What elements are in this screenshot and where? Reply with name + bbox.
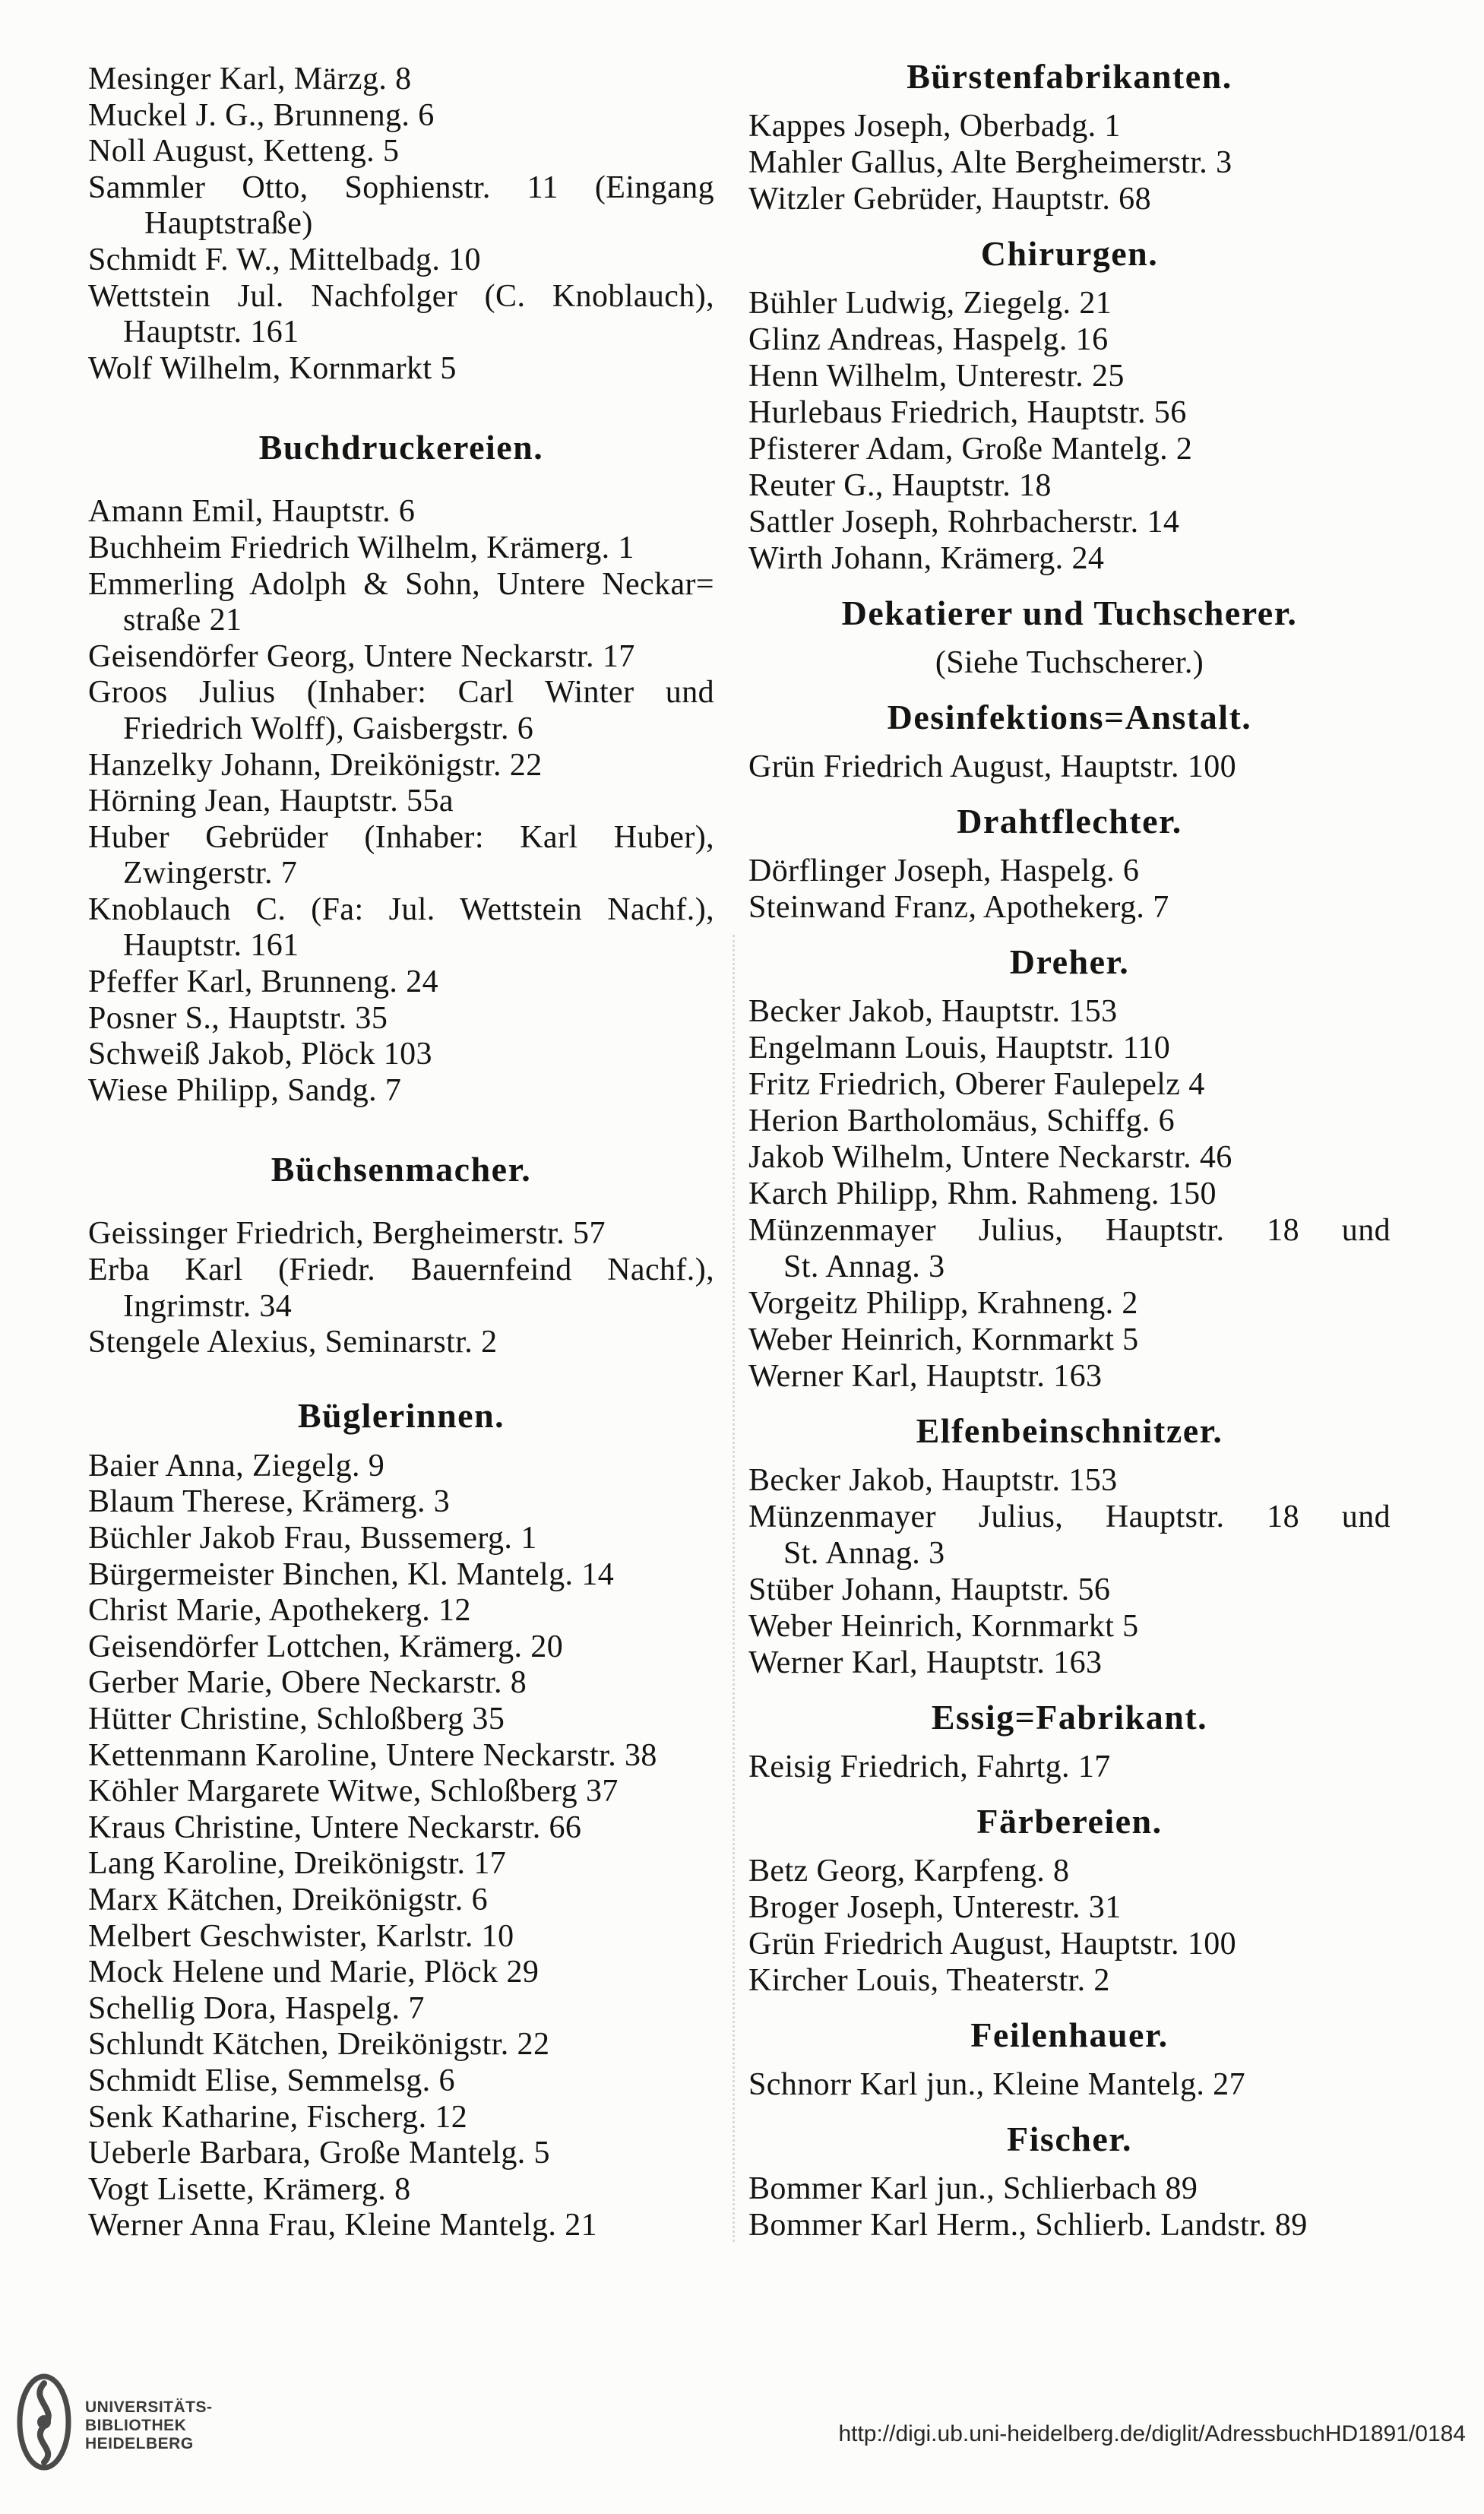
directory-entry: [88, 1665, 714, 1702]
directory-entry: [748, 431, 1391, 467]
entry-line: Werner Karl, Hauptstr. 163: [748, 1359, 1103, 1394]
directory-entry: [748, 181, 1391, 217]
entry-line: Vorgeitz Philipp, Krahneng. 2: [748, 1286, 1138, 1321]
entry-line: Schmidt Elise, Semmelsg. 6: [88, 2063, 455, 2098]
directory-entry: [88, 1593, 714, 1629]
directory-entry: [88, 675, 714, 747]
section-heading: Drahtflechter.: [957, 802, 1182, 841]
directory-entry: [88, 98, 714, 135]
section-dreher: [748, 941, 1391, 1395]
directory-entry: [88, 2208, 714, 2244]
directory-entry: [88, 1073, 714, 1110]
directory-entry: [748, 467, 1391, 504]
section-heading: Färbereien.: [976, 1802, 1163, 1841]
directory-entry: [748, 1285, 1391, 1322]
left-column: [88, 62, 714, 2244]
section-heading: Buchdruckereien.: [258, 428, 544, 467]
entry-line: Sammler Otto, Sophienstr. 11 (Eingang: [88, 169, 714, 205]
directory-entry: [88, 2172, 714, 2208]
section-continuation: [88, 62, 714, 387]
directory-entry: [748, 394, 1391, 431]
entry-line: Glinz Andreas, Haspelg. 16: [748, 322, 1109, 357]
directory-entry: [88, 639, 714, 676]
directory-entry: [748, 1212, 1391, 1285]
entry-line: Kircher Louis, Theaterstr. 2: [748, 1963, 1110, 1998]
entry-line: Posner S., Hauptstr. 35: [88, 1000, 388, 1036]
directory-entry: [88, 1774, 714, 1810]
entry-line: Baier Anna, Ziegelg. 9: [88, 1448, 385, 1483]
section-buechsenmacher: [88, 1148, 714, 1360]
directory-entry: [748, 1139, 1391, 1176]
entry-line: Grün Friedrich August, Hauptstr. 100: [748, 1927, 1237, 1961]
entry-line: Becker Jakob, Hauptstr. 153: [748, 994, 1118, 1029]
section-heading: Dreher.: [1009, 942, 1130, 981]
directory-entry: [748, 2207, 1391, 2243]
entry-line: Mahler Gallus, Alte Bergheimerstr. 3: [748, 145, 1232, 180]
entry-line: Schellig Dora, Haspelg. 7: [88, 1990, 425, 2026]
library-name-line: UNIVERSITÄTS-: [85, 2398, 213, 2416]
directory-entry: [748, 358, 1391, 394]
entry-line: Stüber Johann, Hauptstr. 56: [748, 1572, 1111, 1607]
entry-continuation-line: Ingrimstr. 34: [123, 1288, 293, 1324]
section-heading: Essig=Fabrikant.: [931, 1698, 1208, 1737]
cross-reference-note: (Siehe Tuchscherer.): [935, 645, 1204, 680]
entry-line: Jakob Wilhelm, Untere Neckarstr. 46: [748, 1140, 1232, 1175]
entry-line: Schmidt F. W., Mittelbadg. 10: [88, 242, 481, 277]
library-seal-icon: [15, 2370, 73, 2474]
directory-entry: [88, 1001, 714, 1037]
entry-line: Schweiß Jakob, Plöck 103: [88, 1037, 432, 1072]
directory-entry: [88, 1325, 714, 1361]
entry-continuation-line: Hauptstr. 161: [123, 315, 299, 350]
section-heading: Bürstenfabrikanten.: [907, 57, 1232, 96]
directory-entry: [748, 1030, 1391, 1066]
entry-line: Groos Julius (Inhaber: Carl Winter und: [88, 675, 714, 711]
entry-line: Grün Friedrich August, Hauptstr. 100: [748, 749, 1237, 784]
directory-entry: [748, 1962, 1391, 1999]
entry-line: Hörning Jean, Hauptstr. 55a: [88, 784, 454, 819]
entry-line: Karch Philipp, Rhm. Rahmeng. 150: [748, 1176, 1217, 1211]
directory-entry: [88, 279, 714, 351]
directory-entry: [748, 285, 1391, 321]
entry-line: Bommer Karl jun., Schlierbach 89: [748, 2171, 1198, 2206]
directory-entry: [88, 134, 714, 170]
entry-line: Sattler Joseph, Rohrbacherstr. 14: [748, 505, 1180, 540]
directory-entry: [88, 1919, 714, 1955]
directory-entry: [88, 567, 714, 639]
entry-line: Münzenmayer Julius, Hauptstr. 18 und: [748, 1499, 1391, 1534]
directory-entry: [88, 242, 714, 279]
entry-line: Schnorr Karl jun., Kleine Mantelg. 27: [748, 2067, 1245, 2102]
section-chirurgen: [748, 233, 1391, 577]
entry-line: Senk Katharine, Fischerg. 12: [88, 2099, 468, 2135]
directory-entry: [748, 1926, 1391, 1962]
entry-line: Becker Jakob, Hauptstr. 153: [748, 1463, 1118, 1498]
entry-line: Fritz Friedrich, Oberer Faulepelz 4: [748, 1067, 1205, 1102]
entry-line: Bürgermeister Binchen, Kl. Mantelg. 14: [88, 1556, 615, 1592]
directory-entry: [88, 1882, 714, 1919]
directory-entry: [88, 62, 714, 98]
directory-entry: [748, 1572, 1391, 1608]
entry-line: Schlundt Kätchen, Dreikönigstr. 22: [88, 2027, 550, 2063]
directory-entry: [748, 1358, 1391, 1395]
directory-entry: [748, 1462, 1391, 1499]
section-heading: Chirurgen.: [980, 234, 1159, 273]
entry-line: Geisendörfer Lottchen, Krämerg. 20: [88, 1629, 564, 1664]
entry-continuation-line: Friedrich Wolff), Gaisbergstr. 6: [123, 711, 534, 746]
directory-entry: [748, 1176, 1391, 1212]
section-bueglerinnen: [88, 1395, 714, 2244]
entry-line: Reisig Friedrich, Fahrtg. 17: [748, 1749, 1111, 1784]
section-heading: Fischer.: [1007, 2120, 1132, 2158]
section-essig-fabrikant: [748, 1696, 1391, 1785]
entry-continuation-line: straße 21: [123, 603, 242, 638]
entry-line: Köhler Margarete Witwe, Schloßberg 37: [88, 1774, 619, 1810]
section-buchdruckereien: [88, 426, 714, 1109]
entry-line: Kraus Christine, Untere Neckarstr. 66: [88, 1810, 582, 1845]
entry-line: Dörflinger Joseph, Haspelg. 6: [748, 853, 1140, 888]
directory-entry: [748, 1066, 1391, 1103]
directory-entry: [748, 1608, 1391, 1645]
directory-entry: [88, 1521, 714, 1557]
section-desinfektions-anstalt: [748, 696, 1391, 785]
section-heading: Elfenbeinschnitzer.: [916, 1411, 1223, 1450]
section-heading: Dekatierer und Tuchscherer.: [841, 594, 1298, 632]
entry-line: Noll August, Ketteng. 5: [88, 134, 400, 169]
directory-entry: [88, 1810, 714, 1847]
directory-entry: [748, 1889, 1391, 1926]
directory-entry: [748, 853, 1391, 889]
source-url: http://digi.ub.uni-heidelberg.de/diglit/AdressbuchHD1891/0184: [838, 2421, 1466, 2446]
directory-entry: [88, 1955, 714, 1991]
section-buerstenfabrikanten: [748, 55, 1391, 217]
directory-entry: [88, 1702, 714, 1738]
entry-line: Wolf Wilhelm, Kornmarkt 5: [88, 350, 457, 386]
entry-line: Pfisterer Adam, Große Mantelg. 2: [748, 432, 1193, 467]
entry-line: Ueberle Barbara, Große Mantelg. 5: [88, 2136, 550, 2171]
section-drahtflechter: [748, 800, 1391, 926]
entry-line: Marx Kätchen, Dreikönigstr. 6: [88, 1882, 488, 1917]
entry-line: Bühler Ludwig, Ziegelg. 21: [748, 286, 1112, 321]
directory-entry: [88, 748, 714, 784]
entry-line: Münzenmayer Julius, Hauptstr. 18 und: [748, 1213, 1391, 1248]
directory-entry: [748, 2066, 1391, 2103]
directory-entry: [748, 540, 1391, 577]
directory-entry: [88, 351, 714, 388]
directory-entry: [88, 1449, 714, 1485]
section-heading: Desinfektions=Anstalt.: [887, 698, 1252, 736]
entry-line: Lang Karoline, Dreikönigstr. 17: [88, 1846, 507, 1882]
entry-line: Geisendörfer Georg, Untere Neckarstr. 17: [88, 638, 635, 674]
directory-entry: [88, 1846, 714, 1882]
entry-line: Stengele Alexius, Seminarstr. 2: [88, 1325, 498, 1360]
entry-line: Buchheim Friedrich Wilhelm, Krämerg. 1: [88, 530, 634, 565]
column-divider: [733, 935, 735, 2242]
directory-entry: [88, 1738, 714, 1775]
entry-line: Gerber Marie, Obere Neckarstr. 8: [88, 1665, 527, 1701]
entry-line: Witzler Gebrüder, Hauptstr. 68: [748, 182, 1151, 217]
entry-continuation-line: St. Annag. 3: [783, 1249, 945, 1284]
entry-line: Hurlebaus Friedrich, Hauptstr. 56: [748, 395, 1187, 430]
entry-line: Emmerling Adolph & Sohn, Untere Neckar=: [88, 566, 714, 602]
directory-entry: [88, 170, 714, 242]
entry-line: Christ Marie, Apothekerg. 12: [88, 1593, 471, 1629]
entry-continuation-line: Zwingerstr. 7: [123, 856, 298, 891]
directory-entry: [88, 1037, 714, 1073]
entry-line: Betz Georg, Karpfeng. 8: [748, 1854, 1070, 1889]
entry-line: Mesinger Karl, Märzg. 8: [88, 62, 412, 97]
directory-entry: [748, 2170, 1391, 2207]
directory-entry: [748, 993, 1391, 1030]
library-name-line: HEIDELBERG: [85, 2435, 194, 2452]
entry-line: Wirth Johann, Krämerg. 24: [748, 541, 1105, 576]
directory-entry: [748, 321, 1391, 358]
entry-continuation-line: Hauptstraße): [144, 206, 313, 242]
section-fischer: [748, 2118, 1391, 2243]
section-heading: Büchsenmacher.: [271, 1150, 532, 1189]
section-feilenhauer: [748, 2014, 1391, 2103]
directory-entry: [88, 820, 714, 892]
directory-entry: [88, 2100, 714, 2136]
directory-entry: [88, 1557, 714, 1594]
entry-line: Muckel J. G., Brunneng. 6: [88, 97, 435, 133]
directory-entry: [748, 504, 1391, 540]
entry-line: Wettstein Jul. Nachfolger (C. Knoblauch),: [88, 278, 714, 314]
entry-line: Henn Wilhelm, Unterestr. 25: [748, 359, 1125, 394]
entry-line: Huber Gebrüder (Inhaber: Karl Huber),: [88, 819, 714, 855]
entry-line: Engelmann Louis, Hauptstr. 110: [748, 1031, 1171, 1065]
entry-line: Steinwand Franz, Apothekerg. 7: [748, 890, 1169, 925]
entry-line: Reuter G., Hauptstr. 18: [748, 468, 1052, 503]
directory-entry: [88, 1484, 714, 1521]
directory-entry: [88, 892, 714, 964]
entry-line: Kettenmann Karoline, Untere Neckarstr. 38: [88, 1737, 657, 1773]
directory-entry: [88, 1252, 714, 1325]
directory-entry: [88, 2136, 714, 2172]
entry-line: Werner Anna Frau, Kleine Mantelg. 21: [88, 2208, 597, 2243]
entry-line: Vogt Lisette, Krämerg. 8: [88, 2171, 411, 2207]
entry-line: Broger Joseph, Unterestr. 31: [748, 1890, 1122, 1925]
directory-entry: [88, 1216, 714, 1252]
entry-line: Blaum Therese, Krämerg. 3: [88, 1484, 451, 1520]
entry-line: Hütter Christine, Schloßberg 35: [88, 1701, 505, 1737]
section-heading: Feilenhauer.: [970, 2015, 1169, 2054]
directory-entry: [88, 2063, 714, 2100]
entry-line: Weber Heinrich, Kornmarkt 5: [748, 1609, 1139, 1644]
directory-entry: [88, 2027, 714, 2063]
directory-entry: [748, 108, 1391, 144]
directory-entry: [88, 1991, 714, 2028]
directory-entry: [88, 964, 714, 1001]
section-elfenbeinschnitzer: [748, 1410, 1391, 1681]
entry-line: Hanzelky Johann, Dreikönigstr. 22: [88, 747, 543, 783]
section-heading: Büglerinnen.: [297, 1395, 505, 1435]
entry-line: Bommer Karl Herm., Schlierb. Landstr. 89: [748, 2208, 1308, 2243]
entry-line: Geissinger Friedrich, Bergheimerstr. 57: [88, 1216, 606, 1252]
directory-entry: [748, 889, 1391, 926]
entry-line: Weber Heinrich, Kornmarkt 5: [748, 1322, 1139, 1357]
directory-entry: [748, 1645, 1391, 1681]
library-name: [85, 2398, 213, 2453]
directory-entry: [748, 1322, 1391, 1358]
library-name-line: BIBLIOTHEK: [85, 2417, 187, 2434]
library-logo: [15, 2370, 236, 2476]
right-column: [748, 55, 1391, 2243]
entry-line: Knoblauch C. (Fa: Jul. Wettstein Nachf.),: [88, 891, 714, 927]
section-faerbereien: [748, 1800, 1391, 1999]
entry-line: Pfeffer Karl, Brunneng. 24: [88, 964, 438, 1000]
entry-line: Melbert Geschwister, Karlstr. 10: [88, 1918, 514, 1954]
directory-entry: [88, 494, 714, 530]
section-dekatierer: [748, 592, 1391, 681]
directory-entry: [748, 1853, 1391, 1889]
directory-entry: [748, 749, 1391, 785]
directory-entry: [748, 1499, 1391, 1572]
entry-line: Amann Emil, Hauptstr. 6: [88, 494, 416, 530]
entry-line: Kappes Joseph, Oberbadg. 1: [748, 109, 1121, 144]
entry-continuation-line: Hauptstr. 161: [123, 928, 299, 964]
directory-entry: [88, 530, 714, 567]
directory-entry: [88, 1629, 714, 1666]
directory-entry: [748, 144, 1391, 181]
entry-line: Büchler Jakob Frau, Bussemerg. 1: [88, 1521, 537, 1556]
entry-line: Erba Karl (Friedr. Bauernfeind Nachf.),: [88, 1252, 714, 1288]
entry-line: Werner Karl, Hauptstr. 163: [748, 1645, 1103, 1680]
directory-entry: [748, 1103, 1391, 1139]
entry-continuation-line: St. Annag. 3: [783, 1536, 945, 1571]
entry-line: Wiese Philipp, Sandg. 7: [88, 1072, 402, 1108]
entry-line: Mock Helene und Marie, Plöck 29: [88, 1955, 539, 1990]
entry-line: Herion Bartholomäus, Schiffg. 6: [748, 1103, 1175, 1138]
directory-entry: [88, 784, 714, 820]
directory-entry: [748, 1749, 1391, 1785]
